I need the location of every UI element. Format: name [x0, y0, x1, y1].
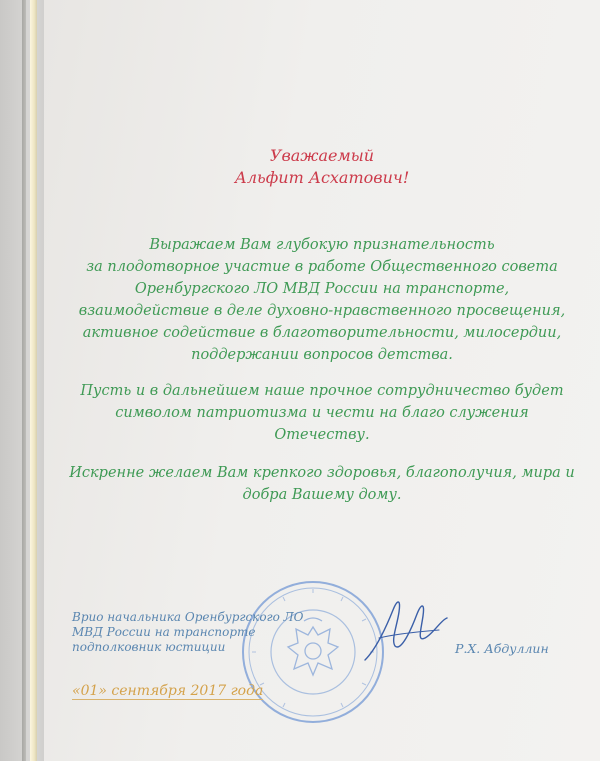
letter-date: «01» сентября 2017 года: [72, 683, 264, 699]
paragraph-wishes: [44, 462, 600, 506]
paragraph-cooperation: [44, 380, 600, 446]
ribbon: [30, 0, 37, 761]
text-line: взаимодействие в деле духовно-нравственного просвещения,: [78, 303, 566, 319]
text-line: активное содействие в благотворительности, милосердии,: [82, 325, 562, 341]
greeting: [44, 145, 600, 189]
text-line: поддержании вопросов детства.: [191, 347, 453, 363]
text-line: Искренне желаем Вам крепкого здоровья, благополучия, мира и: [69, 465, 575, 481]
text-line: за плодотворное участие в работе Общественного совета: [86, 259, 558, 275]
signatory-title-line: подполковник юстиции: [72, 640, 226, 654]
signatory-title-line: Врио начальника Оренбургского ЛО: [72, 610, 304, 624]
text-line: Выражаем Вам глубокую признательность: [149, 237, 495, 253]
text-line: Отечеству.: [274, 427, 370, 443]
binding-edge: [22, 0, 26, 761]
greeting-name: Альфит Асхатович!: [234, 168, 410, 187]
text-line: символом патриотизма и чести на благо служения: [115, 405, 529, 421]
signatory-title: [72, 610, 304, 655]
paragraph-gratitude: [44, 234, 600, 366]
signatory-title-line: МВД России на транспорте: [72, 625, 256, 639]
text-line: Оренбургского ЛО МВД России на транспорте,: [134, 281, 510, 297]
signatory-name: Р.Х. Абдуллин: [455, 641, 549, 656]
greeting-line: Уважаемый: [269, 146, 375, 165]
text-line: Пусть и в дальнейшем наше прочное сотрудничество будет: [80, 383, 564, 399]
handwritten-signature: [355, 590, 455, 670]
text-line: добра Вашему дому.: [242, 487, 402, 503]
